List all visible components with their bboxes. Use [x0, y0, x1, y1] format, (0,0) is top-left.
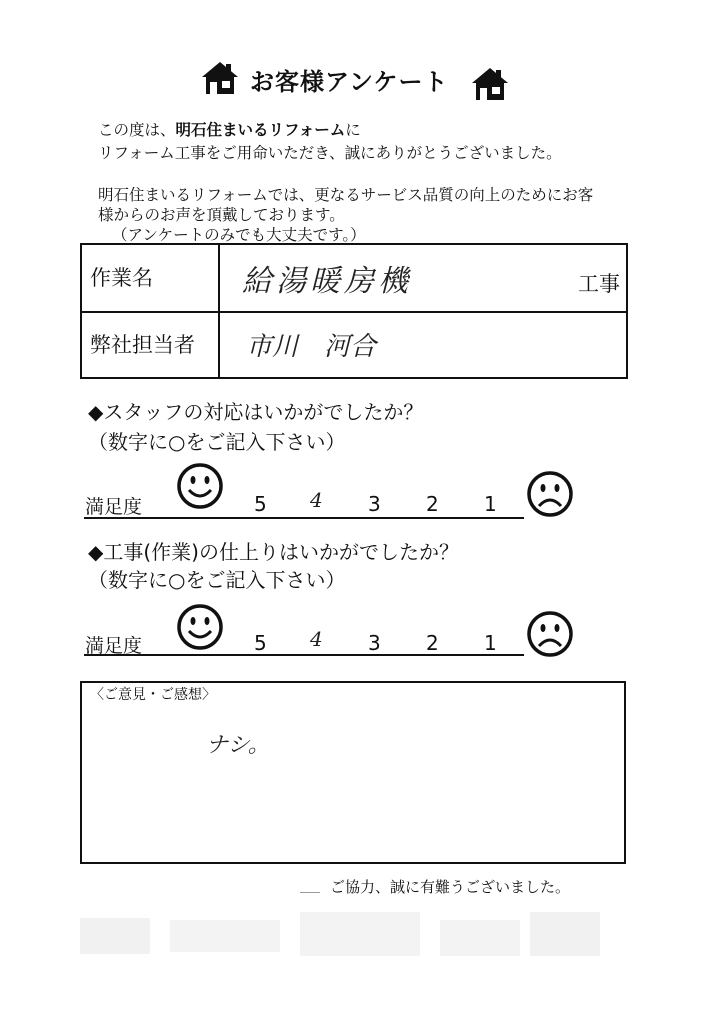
- comments-box[interactable]: [80, 681, 626, 864]
- work-name-label: 作業名: [90, 266, 153, 290]
- question-2-title: ◆工事(作業)の仕上りはいかがでしたか？: [88, 540, 459, 564]
- rating-option[interactable]: 1: [484, 631, 497, 655]
- faded-address-block: [440, 920, 520, 956]
- company-name: 明石住まいるリフォーム: [175, 121, 346, 139]
- faded-address-block: [80, 918, 150, 954]
- rating-option[interactable]: 3: [368, 492, 381, 516]
- satisfaction-label: 満足度: [85, 635, 143, 657]
- rating-underline: [84, 517, 524, 519]
- rating-option[interactable]: 2: [426, 631, 439, 655]
- comments-value: ナシ。: [206, 733, 270, 758]
- work-name-value: 給湯暖房機: [242, 264, 412, 299]
- work-suffix-label: 工事: [578, 272, 620, 296]
- faded-address-block: [530, 912, 600, 956]
- intro-line-2: リフォーム工事をご用命いただき、誠にありがとうございました。: [98, 144, 562, 162]
- smiley-face-icon: [176, 462, 224, 510]
- satisfaction-label: 満足度: [85, 496, 143, 518]
- divider: [300, 892, 320, 893]
- question-1-instruction: （数字に○をご記入下さい）: [88, 430, 346, 454]
- intro-line-4: 様からのお声を頂戴しております。: [98, 206, 345, 224]
- rating-option[interactable]: 2: [426, 492, 439, 516]
- faded-address-block: [170, 920, 280, 952]
- thanks-message: ご協力、誠に有難うございました。: [330, 878, 571, 896]
- page-title: お客様アンケート: [250, 68, 449, 96]
- rating-underline: [84, 654, 524, 656]
- rating-option[interactable]: 5: [254, 492, 267, 516]
- sad-face-icon: [526, 470, 574, 518]
- intro-line-5: （アンケートのみでも大丈夫です。）: [112, 226, 366, 244]
- house-icon: [200, 60, 240, 96]
- intro-line-3: 明石住まいるリフォームでは、更なるサービス品質の向上のためにお客: [98, 186, 594, 204]
- rating-option[interactable]: 3: [368, 631, 381, 655]
- house-icon: [470, 66, 510, 102]
- comments-label: 〈ご意見・ご感想〉: [90, 687, 216, 703]
- intro-line-1: この度は、明石住まいるリフォームに: [98, 121, 361, 139]
- rating-option[interactable]: 5: [254, 631, 267, 655]
- question-1-title: ◆スタッフの対応はいかがでしたか？: [88, 400, 424, 424]
- question-2-instruction: （数字に○をご記入下さい）: [88, 568, 346, 592]
- staff-label: 弊社担当者: [90, 333, 195, 357]
- staff-value: 市川 河合: [246, 332, 377, 362]
- rating-option-selected[interactable]: 4: [310, 627, 323, 651]
- rating-option-selected[interactable]: 4: [310, 488, 323, 512]
- sad-face-icon: [526, 610, 574, 658]
- smiley-face-icon: [176, 603, 224, 651]
- faded-address-block: [300, 912, 420, 956]
- rating-option[interactable]: 1: [484, 492, 497, 516]
